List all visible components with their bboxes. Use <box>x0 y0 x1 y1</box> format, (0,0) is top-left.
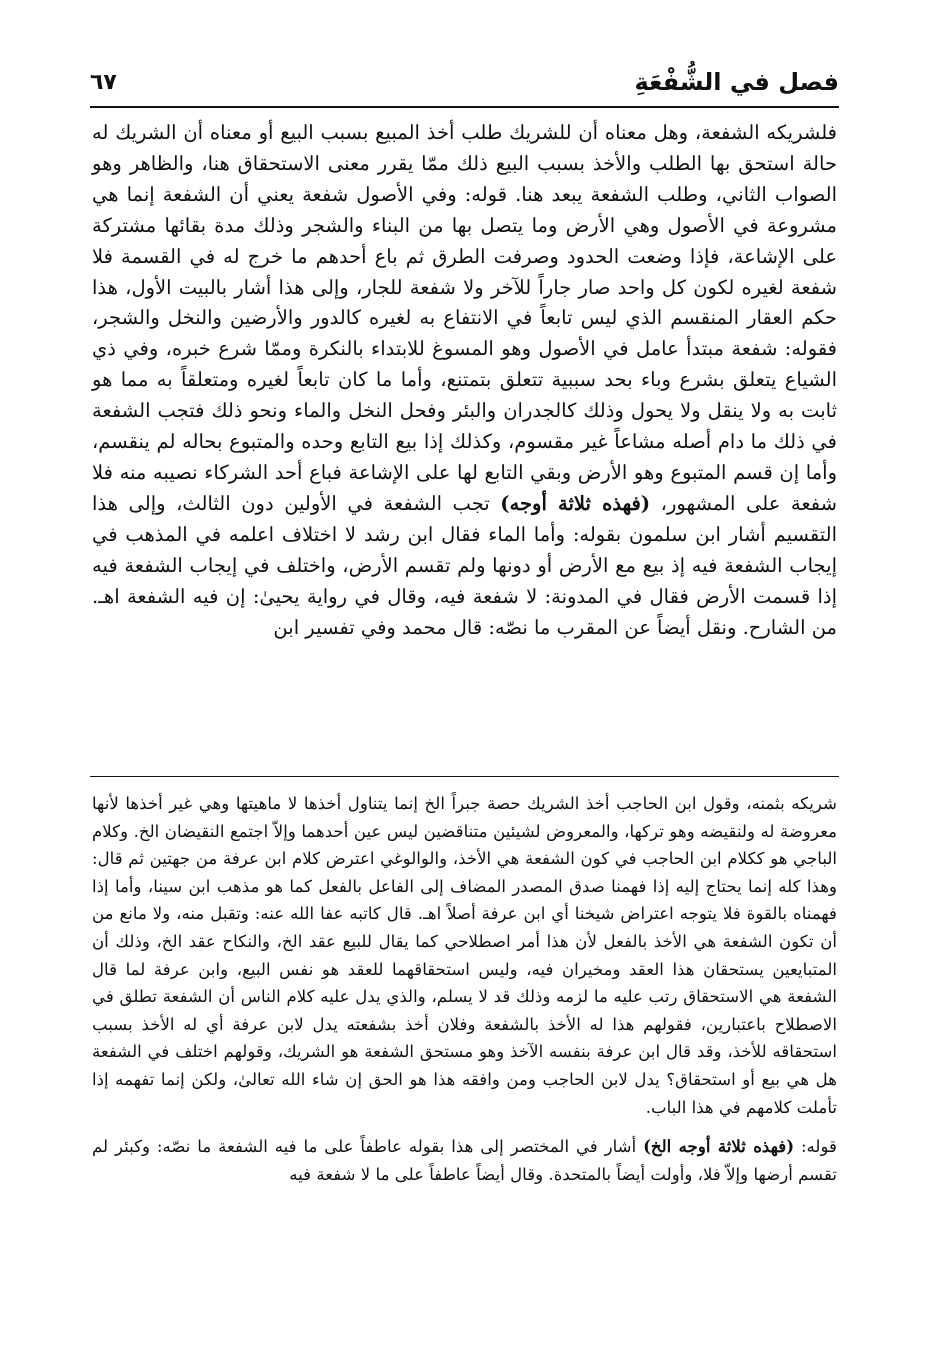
main-bold-phrase: (فهذه ثلاثة أوجه) <box>500 491 651 515</box>
main-paragraph <box>92 118 837 643</box>
main-body <box>92 118 837 643</box>
main-text-part2: تجب الشفعة في الأولين دون الثالث، وإلى هذا التقسيم أشار ابن سلمون بقوله: وأما الماء فقال ابن رشد لا اختلاف اعلمه في المذهب في إيجاب الشفعة فيه إذ بيع مع الأرض أو دونها ولم تقسم الأرض، واختلف في إيجاب الشفعة فيه إذا قسمت الأرض فقال في المدونة: لا شفعة فيه، وقال في رواية يحيىٰ: إن فيه الشفعة اهـ. من الشارح. ونقل أيضاً عن المقرب ما نصّه: قال محمد وفي تفسير ابن <box>92 491 838 639</box>
footnote-paragraph-2 <box>92 1133 837 1188</box>
footnote-divider <box>90 776 839 777</box>
footnote-bold-phrase: (فهذه ثلاثة أوجه الخ) <box>643 1136 795 1157</box>
footnote-paragraph: شريكه بثمنه، وقول ابن الحاجب أخذ الشريك حصة جبراً الخ إنما يتناول أخذها لا ماهيتها وهي غير أخذها لأنها معروضة له ولنقيضه وهو تركها، والمعروض لشيئين متناقضين ليس عين أحدهما وإلاّ اجتمع النقيضان الخ. وكلام الباجي هو ككلام ابن الحاجب في كون الشفعة هي الأخذ، والوالوغي اعترض كلام ابن عرفة من جهتين ثم قال: وهذا كله إنما يحتاج إليه إذا فهمنا صدق المصدر المضاف إلى الفاعل بالفعل كما هو مذهب ابن سينا، وأما إذا فهمناه بالقوة فلا يتوجه اعتراض شيخنا أي ابن عرفة أصلاً اهـ. قال كاتبه عفا الله عنه: وتقبل منه، ولا مانع من أن تكون الشفعة هي الأخذ بالفعل لأن هذا أمر اصطلاحي كما يقال للبيع عقد الخ، والنكاح عقد الخ، وذلك أن المتبايعين يستحقان هذا العقد ومخيران فيه، وليس استحقاقهما للعقد هو نفس البيع، وابن عرفة لما قال الشفعة هي الاستحقاق رتب عليه ما لزمه وذلك قد لا يسلم، والذي يدل عليه كلام الناس أن الشفعة تطلق في الاصطلاح باعتبارين، فقولهم هذا له الأخذ بالشفعة وفلان أخذ بشفعته يدل لابن عرفة أي له الأخذ بسبب استحقاقه للأخذ، وقد قال ابن عرفة بنفسه الآخذ وهو مستحق الشفعة هو الشريك، وقولهم اختلف في الشفعة هل هي بيع أو استحقاق؟ يدل لابن الحاجب ومن وافقه هذا هو الحق إن شاء الله تعالىٰ، ولكن إنما تفهمه إذا تأملت كلامهم في هذا الباب. <box>92 794 837 1117</box>
main-text-part1: فلشريكه الشفعة، وهل معناه أن للشريك طلب أخذ المبيع بسبب البيع أو معناه أن الشريك له حالة استحق بها الطلب والأخذ بسبب البيع ذلك ممّا يقرر معنى الاستحقاق هنا، والظاهر وهو الصواب الثاني، وطلب الشفعة يبعد هنا. قوله: وفي الأصول شفعة يعني أن الشفعة إنما هي مشروعة في الأصول وهي الأرض وما يتصل بها من البناء والشجر وذلك مدة بقائها مشتركة على الإشاعة، فإذا وضعت الحدود وصرفت الطرق ثم باع أحدهم ما خرج له في القسمة فلا شفعة لغيره لكون كل واحد صار جاراً للآخر ولا شفعة للجار، وإلى هذا أشار بالبيت الأول، هذا حكم العقار المنقسم الذي ليس تابعاً في الانتفاع به لغيره كالدور والأرضين والنخل والشجر، فقوله: شفعة مبتدأ عامل في الأصول وهو المسوغ للابتداء بالنكرة وممّا شرع خبره، وفي ذي الشياع يتعلق بشرع وباء بحد سببية تتعلق بتمتنع، وأما ما كان تابعاً لغيره ومتعلقاً به مما هو ثابت به ولا ينقل ولا يحول وذلك كالجدران والبئر وفحل النخل والماء ونحو ذلك فتجب الشفعة في ذلك ما دام أصله مشاعاً غير مقسوم، وكذلك إذا بيع التابع وحده والمتبوع بحاله لم ينقسم، وأما إن قسم المتبوع وهو الأرض وبقي التابع لها على الإشاعة فباع أحد الشركاء نصيبه منه فلا شفعة على المشهور، <box>92 121 838 515</box>
page-header <box>90 62 839 102</box>
page-number: ٦٧ <box>90 69 117 95</box>
footnote-text: أشار في المختصر إلى هذا بقوله عاطفاً على ما فيه الشفعة ما نصّه: وكبئر لم تقسم أرضها وإلاّ فلا، وأولت أيضاً بالمتحدة. وقال أيضاً عاطفاً على ما لا شفعة فيه <box>92 1137 837 1184</box>
footnotes <box>92 790 837 1188</box>
footnote-lead: قوله: <box>800 1137 837 1157</box>
chapter-title: فصل في الشُّفْعَةِ <box>634 68 839 96</box>
header-divider <box>90 106 839 108</box>
